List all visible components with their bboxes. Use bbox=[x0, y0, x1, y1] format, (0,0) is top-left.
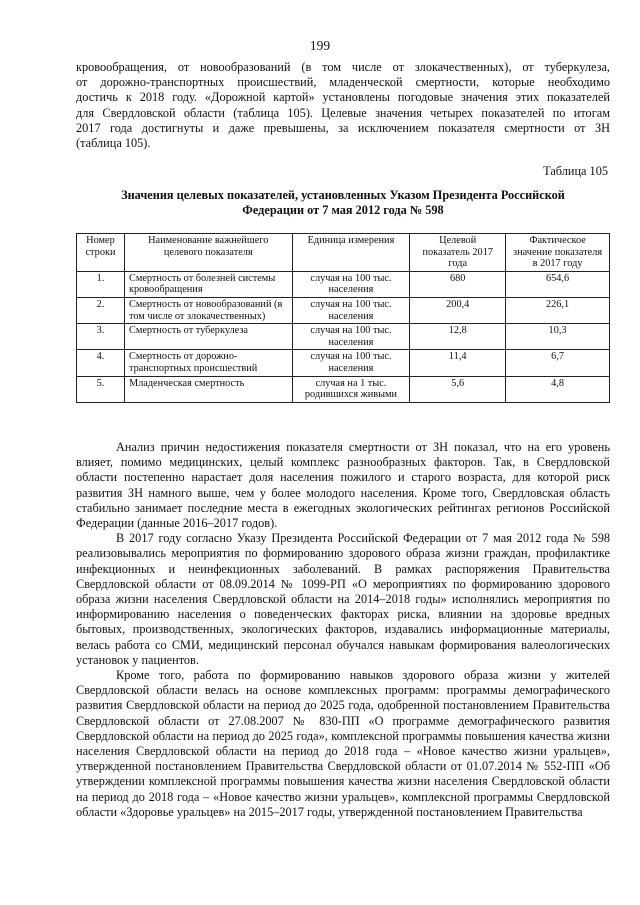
body-text bbox=[76, 440, 610, 820]
row-number: 5. bbox=[77, 376, 125, 402]
table-row bbox=[77, 271, 610, 297]
header-actual-value: Фактическое значение показателя в 2017 году bbox=[506, 234, 610, 272]
header-unit: Единица измерения bbox=[292, 234, 410, 272]
table-row bbox=[77, 350, 610, 376]
table-caption-line: Значения целевых показателей, установленных Указом Президента Российской bbox=[121, 188, 565, 202]
body-paragraph: Анализ причин недостижения показателя смертности от ЗН показал, что на его уровень влияет, помимо медицинских, целый комплекс разнообразных факторов. Так, в Свердловской области постепенно нарастает доля населения пожилого и старого возраста, для которой риск развития ЗН намного выше, чем у более молодого населения. Кроме того, Свердловская область стабильно занимает последние места в ежегодных экологических рейтингах регионов Российской Федерации (данные 2016–2017 годов). bbox=[76, 440, 610, 531]
row-number: 2. bbox=[77, 297, 125, 323]
indicator-name: Смертность от болезней системы кровообращения bbox=[124, 271, 292, 297]
target-value: 200,4 bbox=[410, 297, 506, 323]
intro-line: от дорожно-транспортных происшествий, младенческой смертности, которые необходимо bbox=[76, 75, 610, 90]
indicator-name: Младенческая смертность bbox=[124, 376, 292, 402]
table-caption bbox=[76, 188, 610, 218]
target-value: 12,8 bbox=[410, 324, 506, 350]
indicator-name: Смертность от новообразований (в том числе от злокачественных) bbox=[124, 297, 292, 323]
unit: случая на 100 тыс. населения bbox=[292, 271, 410, 297]
page-number: 199 bbox=[309, 38, 331, 53]
header-row-number: Номер строки bbox=[77, 234, 125, 272]
row-number: 1. bbox=[77, 271, 125, 297]
target-value: 11,4 bbox=[410, 350, 506, 376]
row-number: 3. bbox=[77, 324, 125, 350]
intro-line: (таблица 105). bbox=[76, 136, 151, 151]
table-row bbox=[77, 297, 610, 323]
intro-line: для Свердловской области (таблица 105). Целевые значения четырех показателей по итогам bbox=[76, 105, 610, 120]
unit: случая на 100 тыс. населения bbox=[292, 350, 410, 376]
header-target-value: Целевой показатель 2017 года bbox=[410, 234, 506, 272]
intro-line: кровообращения, от новообразований (в том числе от злокачественных), от туберкулеза, bbox=[76, 60, 610, 74]
target-value: 5,6 bbox=[410, 376, 506, 402]
target-value: 680 bbox=[410, 271, 506, 297]
unit: случая на 100 тыс. населения bbox=[292, 297, 410, 323]
table-label: Таблица 105 bbox=[543, 164, 608, 178]
actual-value: 6,7 bbox=[506, 350, 610, 376]
table-caption-line: Федерации от 7 мая 2012 года № 598 bbox=[242, 203, 444, 217]
intro-line: достичь к 2018 году. «Дорожной картой» установлены погодовые значения этих показателей bbox=[76, 90, 610, 105]
indicators-table bbox=[76, 233, 610, 403]
table-header-row bbox=[77, 234, 610, 272]
actual-value: 4,8 bbox=[506, 376, 610, 402]
actual-value: 654,6 bbox=[506, 271, 610, 297]
body-paragraph: В 2017 году согласно Указу Президента Российской Федерации от 7 мая 2012 года № 598 реализовывались мероприятия по формированию здорового образа жизни граждан, профилактике инфекционных и неинфекционных заболеваний. В рамках распоряжения Правительства Свердловской области от 08.09.2014 № 1099-РП «О мероприятиях по формированию здорового образа жизни населения Свердловской области на 2014–2018 годы» исполнялись мероприятия по информированию населения о поведенческих факторах риска, влиянии на здоровье вредных бытовых, производственных, экологических факторов, издавались информационные материалы, велась работа со СМИ, медицинский персонал обучался навыкам формирования валеологических установок у пациентов. bbox=[76, 531, 610, 667]
row-number: 4. bbox=[77, 350, 125, 376]
unit: случая на 100 тыс. населения bbox=[292, 324, 410, 350]
body-paragraph: Кроме того, работа по формированию навыков здорового образа жизни у жителей Свердловской области велась на основе комплексных программ: программы демографического развития Свердловской области на период до 2025 года, одобренной постановлением Правительства Свердловской области от 27.08.2007 № 830-ПП «О программе демографического развития Свердловской области на период до 2025 года», комплексной программы повышения качества жизни населения Свердловской области на период до 2018 года – «Новое качество жизни уральцев», утвержденной постановлением Правительства Свердловской области от 01.07.2014 № 552-ПП «Об утверждении комплексной программы повышения качества жизни населения Свердловской области на период до 2018 года – «Новое качество жизни уральцев», комплексной программы Свердловской области «Здоровье уральцев» на 2015–2017 годы, утвержденной постановлением Правительства bbox=[76, 668, 610, 819]
indicator-name: Смертность от дорожно-транспортных происшествий bbox=[124, 350, 292, 376]
actual-value: 226,1 bbox=[506, 297, 610, 323]
indicator-name: Смертность от туберкулеза bbox=[124, 324, 292, 350]
actual-value: 10,3 bbox=[506, 324, 610, 350]
table-row bbox=[77, 324, 610, 350]
table-row bbox=[77, 376, 610, 402]
unit: случая на 1 тыс. родившихся живыми bbox=[292, 376, 410, 402]
intro-line: 2017 года достигнуты и даже превышены, за исключением показателя смертности от ЗН bbox=[76, 120, 610, 135]
intro-paragraph bbox=[76, 60, 610, 151]
header-indicator-name: Наименование важнейшего целевого показателя bbox=[124, 234, 292, 272]
